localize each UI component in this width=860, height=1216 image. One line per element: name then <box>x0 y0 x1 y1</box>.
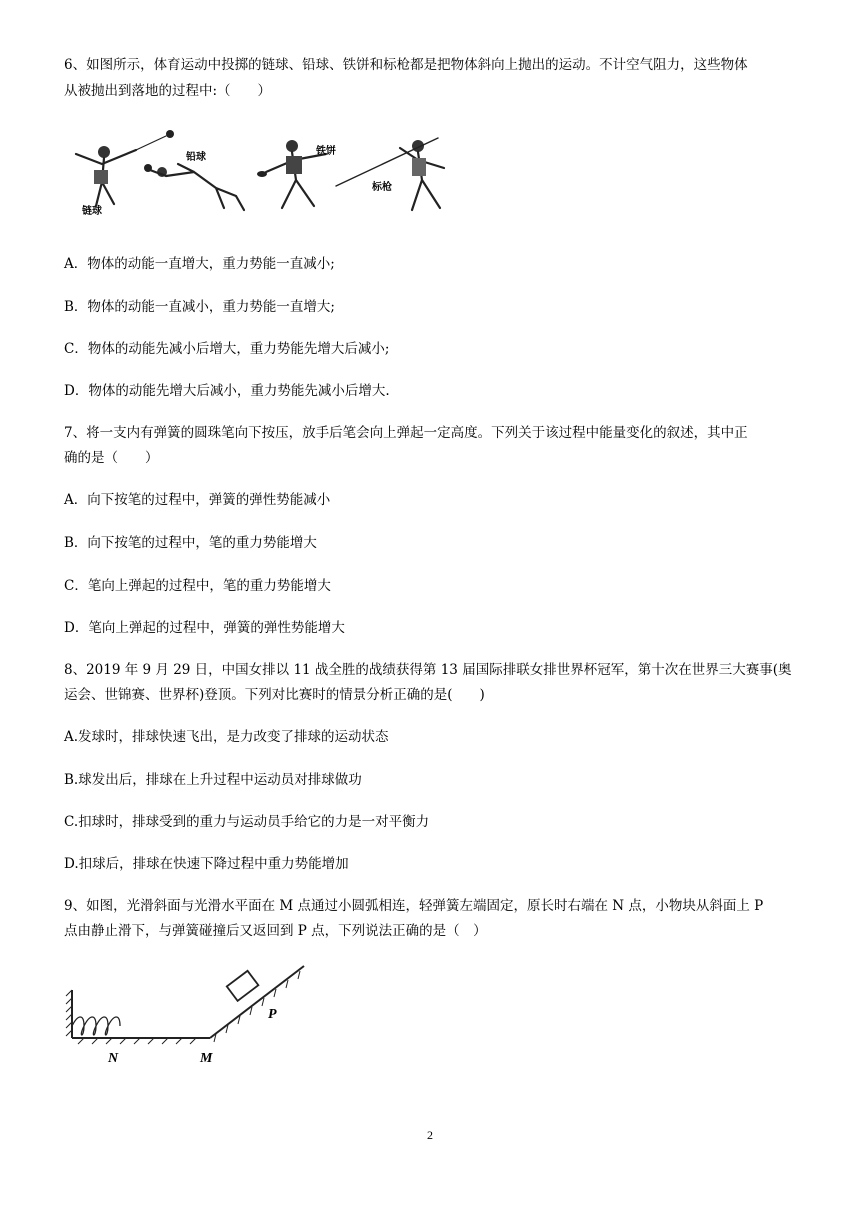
q7-stem-line1: 7、将一支内有弹簧的圆珠笔向下按压，放手后笔会向上弹起一定高度。下列关于该过程中能量变化的叙述，其中正 <box>64 425 748 441</box>
q7-option-b: B．向下按笔的过程中，笔的重力势能增大 <box>64 535 317 551</box>
label-p: P <box>268 1007 277 1022</box>
q8-stem-line2: 运会、世锦赛、世界杯)登顶。下列对比赛时的情景分析正确的是( ) <box>64 687 485 703</box>
q6-option-c: C．物体的动能先减小后增大，重力势能先增大后减小; <box>64 341 390 357</box>
label-shot: 铅球 <box>186 152 206 163</box>
label-m: M <box>200 1051 213 1066</box>
q6-option-a: A．物体的动能一直增大，重力势能一直减小; <box>64 256 335 272</box>
javelin-thrower <box>336 138 444 210</box>
q9-stem-line2: 点由静止滑下，与弹簧碰撞后又返回到 P 点，下列说法正确的是（ ） <box>64 923 487 939</box>
q6-stem-line2: 从被抛出到落地的过程中:（ ） <box>64 83 272 99</box>
q7-stem-line2: 确的是（ ） <box>64 450 159 466</box>
q8-stem-line1: 8、2019 年 9 月 29 日，中国女排以 11 战全胜的战绩获得第 13 届国际排联女排世界杯冠军，第十次在世界三大赛事(奥 <box>64 662 792 678</box>
q6-option-b: B．物体的动能一直减小，重力势能一直增大; <box>64 299 335 315</box>
q6-throwing-figure <box>66 124 466 224</box>
q7-option-d: D．笔向上弹起的过程中，弹簧的弹性势能增大 <box>64 620 345 636</box>
incline <box>210 966 304 1038</box>
shot-putter <box>144 164 244 210</box>
label-n: N <box>108 1051 119 1066</box>
spring <box>72 1017 120 1035</box>
q9-stem-line1: 9、如图，光滑斜面与光滑水平面在 M 点通过小圆弧相连，轻弹簧左端固定，原长时右端在 N 点，小物块从斜面上 P <box>64 898 764 914</box>
label-javelin: 标枪 <box>372 182 392 193</box>
q7-option-c: C．笔向上弹起的过程中，笔的重力势能增大 <box>64 578 331 594</box>
label-hammer: 链球 <box>82 206 102 217</box>
block <box>227 971 259 1001</box>
q8-option-d: D.扣球后，排球在快速下降过程中重力势能增加 <box>64 856 349 872</box>
q8-option-c: C.扣球时，排球受到的重力与运动员手给它的力是一对平衡力 <box>64 814 430 830</box>
q9-incline-spring-figure <box>64 962 314 1072</box>
page-number: 2 <box>427 1128 433 1142</box>
label-discus: 铁饼 <box>316 146 336 157</box>
q6-stem-line1: 6、如图所示，体育运动中投掷的链球、铅球、铁饼和标枪都是把物体斜向上抛出的运动。不计空气阻力，这些物体 <box>64 57 748 73</box>
q7-option-a: A．向下按笔的过程中，弹簧的弹性势能减小 <box>64 492 331 508</box>
q6-option-d: D．物体的动能先增大后减小，重力势能先减小后增大. <box>64 383 390 399</box>
q8-option-b: B.球发出后，排球在上升过程中运动员对排球做功 <box>64 772 362 788</box>
q8-option-a: A.发球时，排球快速飞出，是力改变了排球的运动状态 <box>64 729 389 745</box>
